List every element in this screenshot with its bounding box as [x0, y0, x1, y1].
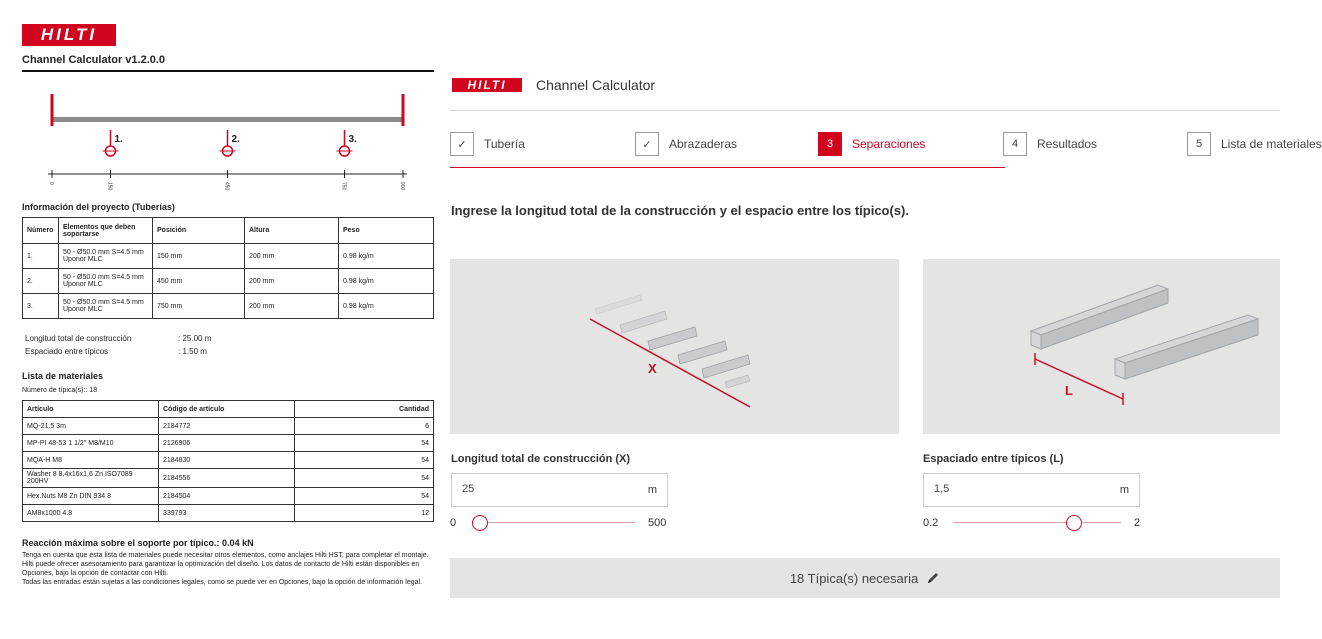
table-cell: 12: [295, 505, 434, 522]
axis-tick-label: 150: [106, 182, 113, 191]
step-tuberia[interactable]: [450, 132, 525, 156]
spacing-input-box[interactable]: [923, 473, 1140, 507]
step-label: Resultados: [1037, 137, 1098, 151]
table-cell: 339793: [159, 505, 295, 522]
table-cell: 2184504: [159, 488, 295, 505]
table-cell: 2184772: [159, 418, 295, 435]
axis-tick-label: 0: [48, 182, 54, 185]
table-row: [23, 294, 434, 319]
check-icon: ✓: [635, 132, 659, 156]
pipe-marker-label: 3.: [348, 134, 357, 145]
step-label: Separaciones: [852, 137, 926, 151]
table-cell: MQ-21.5 3m: [23, 418, 159, 435]
step-label: Abrazaderas: [669, 137, 738, 151]
table-row: [23, 244, 434, 269]
table-cell: MP-PI 48-53 1 1/2" M8/M10: [23, 435, 159, 452]
column-header: Artículo: [23, 401, 159, 418]
slider-thumb[interactable]: [472, 515, 488, 531]
instruction-text: Ingrese la longitud total de la construcción y el espacio entre los típico(s).: [451, 203, 909, 218]
length-slider[interactable]: [450, 513, 670, 533]
slider-track[interactable]: [953, 522, 1121, 523]
table-cell: 54: [295, 435, 434, 452]
table-cell: 200 mm: [245, 269, 339, 294]
table-cell: 0.98 kg/m: [339, 294, 434, 319]
step-resultados[interactable]: [1003, 132, 1097, 156]
table-cell: AM8x1000 4.8: [23, 505, 159, 522]
table-cell: 50 - Ø50.0 mm S=4.5 mm Uponor MLC: [59, 294, 153, 319]
step-number: 5: [1187, 132, 1211, 156]
table-cell: 1.: [23, 244, 59, 269]
spacing-summary: [25, 347, 207, 356]
table-cell: Washer 8 8,4x16x1,6 Zn ISO7089 200HV: [23, 469, 159, 488]
axis-tick-label: 750: [340, 182, 347, 191]
materials-section-title: Lista de materiales: [22, 371, 104, 381]
spacing-summary-value: : 1.50 m: [178, 347, 207, 356]
report-title: Channel Calculator v1.2.0.0: [22, 54, 166, 66]
length-summary-label: Longitud total de construcción: [25, 334, 132, 343]
table-cell: 150 mm: [153, 244, 245, 269]
result-bar[interactable]: [450, 558, 1280, 598]
table-cell: 2.: [23, 269, 59, 294]
table-row: [23, 452, 434, 469]
table-cell: 2184556: [159, 469, 295, 488]
spacing-illustration: [923, 259, 1280, 434]
note-text: Todas las entradas están sujetas a las condiciones legales, como se puede ver en Opciones, bajo la opción de información legal.: [22, 579, 423, 586]
channel-bar: [52, 117, 403, 122]
length-slider-max: 500: [648, 517, 667, 529]
report-panel: [0, 0, 460, 639]
column-header: Posición: [153, 218, 245, 244]
length-unit: m: [647, 484, 657, 496]
length-slider-min: 0: [450, 517, 457, 529]
slider-thumb[interactable]: [1066, 515, 1082, 531]
axis-tick-label: 900: [399, 182, 405, 191]
step-separaciones[interactable]: [818, 132, 925, 156]
table-cell: MQA-H M8: [23, 452, 159, 469]
pipes-section-title: Información del proyecto (Tuberías): [22, 202, 175, 212]
table-row: [23, 269, 434, 294]
table-cell: 6: [295, 418, 434, 435]
header-divider: [450, 110, 1280, 111]
table-cell: 0.98 kg/m: [339, 269, 434, 294]
column-header: Código de artículo: [159, 401, 295, 418]
table-cell: Hex.Nuts M8 Zn DIN 934 8: [23, 488, 159, 505]
note-text: Hilti puede ofrecer asesoramiento para garantizar la optimización del diseño. Los datos de contacto de Hilti están disponibles en Opciones, bajo la opción de contactar con Hilti.: [22, 561, 420, 577]
channels-perspective-graphic: [450, 259, 899, 434]
spacing-unit: m: [1119, 484, 1129, 496]
check-icon: ✓: [450, 132, 474, 156]
step-label: Tubería: [484, 137, 525, 151]
table-cell: 2126906: [159, 435, 295, 452]
app-title: Channel Calculator: [536, 77, 656, 93]
table-cell: 50 - Ø50.0 mm S=4.5 mm Uponor MLC: [59, 244, 153, 269]
pipes-table: [22, 217, 434, 319]
length-field-label: Longitud total de construcción (X): [451, 453, 631, 465]
x-dimension-label: X: [648, 361, 657, 376]
channel-diagram: [22, 88, 422, 198]
spacing-field-label: Espaciado entre típicos (L): [923, 453, 1064, 465]
slider-track[interactable]: [472, 522, 635, 523]
table-cell: 200 mm: [245, 244, 339, 269]
report-notes: [22, 551, 434, 587]
table-row: [23, 469, 434, 488]
table-row: [23, 418, 434, 435]
column-header: Número: [23, 218, 59, 244]
table-cell: 0.98 kg/m: [339, 244, 434, 269]
column-header: Cantidad: [295, 401, 434, 418]
table-row: [23, 488, 434, 505]
table-cell: 2184830: [159, 452, 295, 469]
axis-tick-label: 450: [223, 182, 230, 191]
length-input[interactable]: [462, 483, 612, 495]
l-dimension-label: L: [1065, 383, 1073, 398]
hilti-logo: HILTI: [452, 78, 522, 92]
materials-table: [22, 400, 434, 522]
length-illustration: [450, 259, 899, 434]
step-number: 3: [818, 132, 842, 156]
note-text: Tenga en cuenta que esta lista de materiales puede necesitar otros elementos, como anclajes Hilti HST, para completar el montaje.: [22, 552, 429, 559]
hilti-logo: HILTI: [22, 24, 116, 46]
spacing-input[interactable]: [934, 483, 1084, 495]
length-input-box[interactable]: [451, 473, 668, 507]
two-channels-graphic: [923, 259, 1280, 434]
spacing-slider-min: 0.2: [923, 517, 939, 529]
table-cell: 54: [295, 488, 434, 505]
column-header: Altura: [245, 218, 339, 244]
step-progress-line: [450, 167, 1005, 168]
table-cell: 50 - Ø50.0 mm S=4.5 mm Uponor MLC: [59, 269, 153, 294]
table-row: [23, 435, 434, 452]
step-lista-materiales[interactable]: [1187, 132, 1322, 156]
column-header: Elementos que deben soportarse: [59, 218, 153, 244]
table-header-row: [23, 218, 434, 244]
table-row: [23, 505, 434, 522]
table-cell: 450 mm: [153, 269, 245, 294]
calculator-app: [450, 0, 1322, 639]
table-cell: 54: [295, 469, 434, 488]
spacing-slider[interactable]: [923, 513, 1143, 533]
table-cell: 200 mm: [245, 294, 339, 319]
result-text: 18 Típica(s) necesaria: [789, 570, 919, 586]
table-cell: 3.: [23, 294, 59, 319]
step-abrazaderas[interactable]: [635, 132, 737, 156]
pencil-icon[interactable]: [926, 571, 940, 585]
length-summary: [25, 334, 212, 343]
step-number: 4: [1003, 132, 1027, 156]
step-label: Lista de materiales: [1221, 137, 1322, 151]
pipe-marker-label: 2.: [231, 134, 240, 145]
table-cell: 750 mm: [153, 294, 245, 319]
length-summary-value: : 25.00 m: [178, 334, 212, 343]
max-reaction: Reacción máxima sobre el soporte por típico.: 0.04 kN: [22, 538, 254, 548]
typical-count: Número de típica(s):: 18: [22, 387, 98, 394]
pipe-marker-label: 1.: [114, 134, 123, 145]
spacing-summary-label: Espaciado entre típicos: [25, 347, 109, 356]
spacing-slider-max: 2: [1134, 517, 1141, 529]
title-divider: [22, 70, 434, 72]
table-cell: 54: [295, 452, 434, 469]
table-header-row: [23, 401, 434, 418]
column-header: Peso: [339, 218, 434, 244]
